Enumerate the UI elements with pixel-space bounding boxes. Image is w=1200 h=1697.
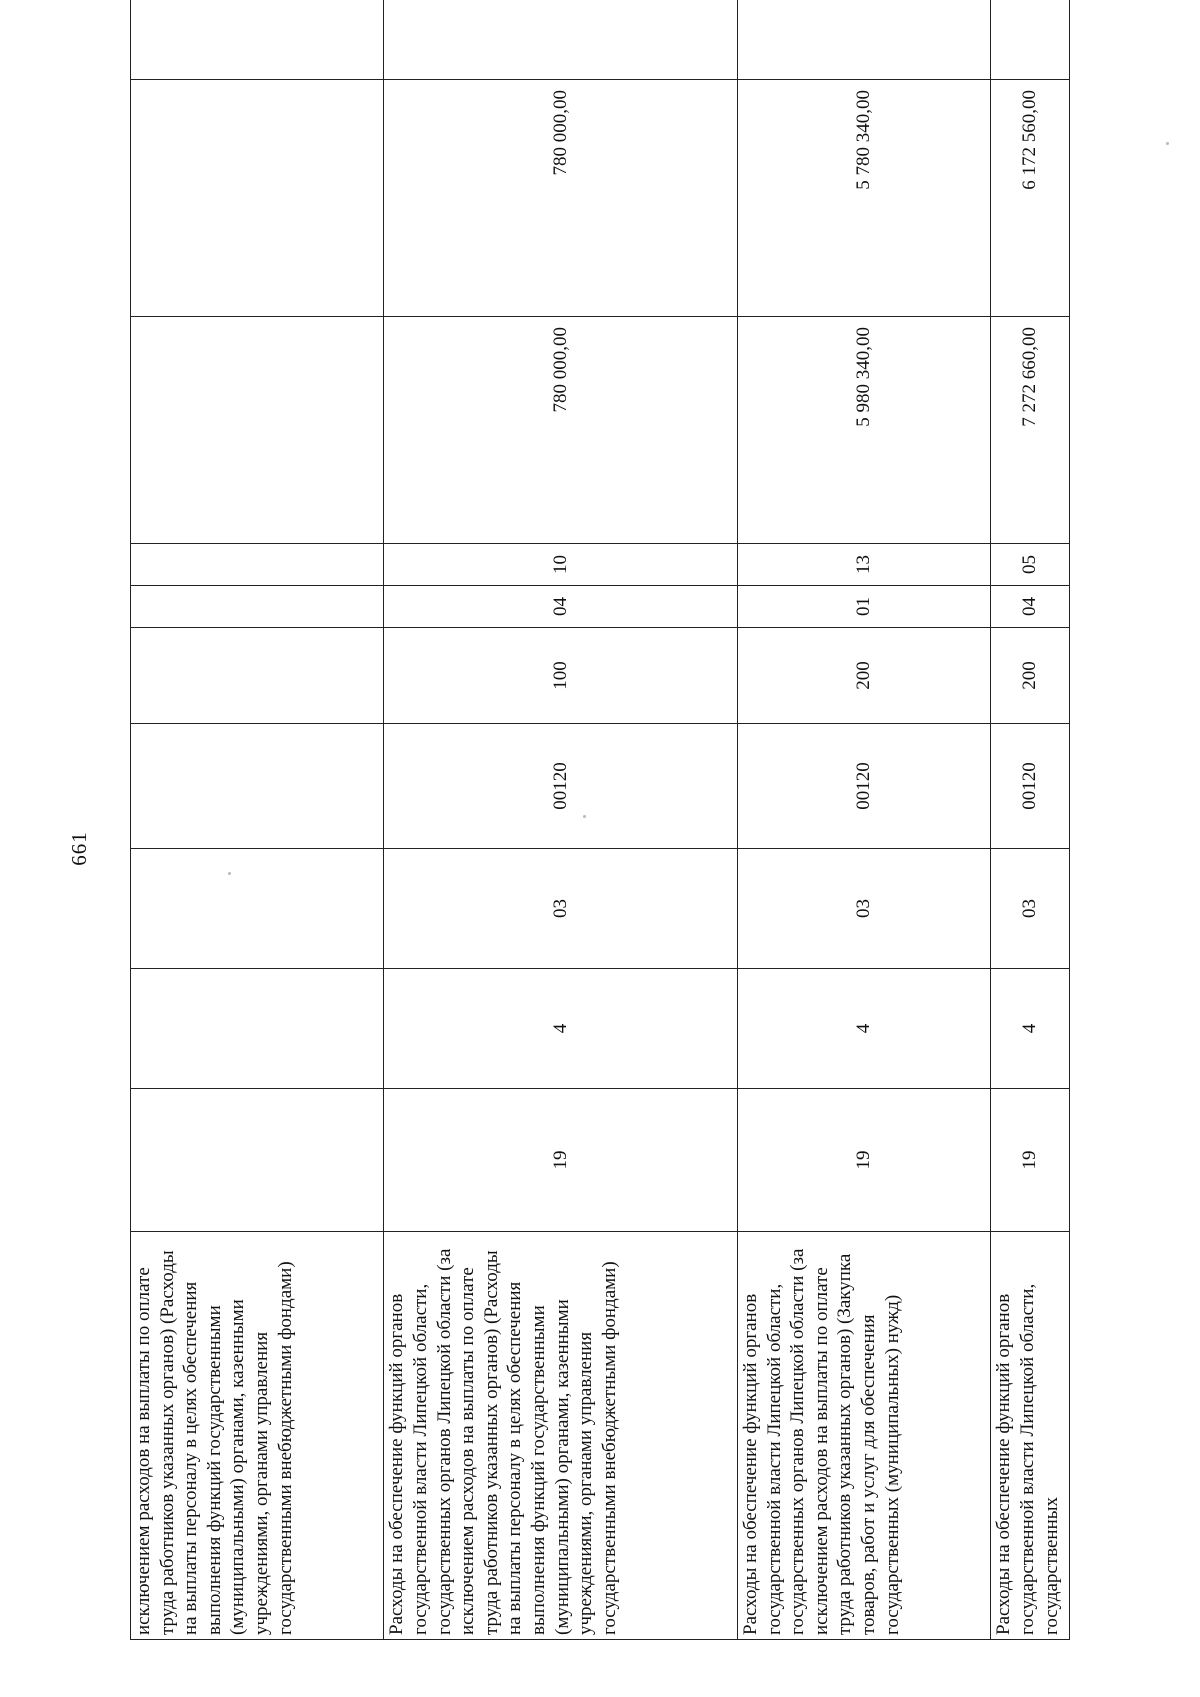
cell-code-5: 100: [384, 628, 738, 724]
cell-code-3: 03: [384, 849, 738, 969]
cell-value-1: 780 000,00: [384, 317, 738, 544]
row-description: Расходы на обеспечение функций органов государственной власти Липецкой области, государственных органов Липецкой области (за исключением расходов на выплаты по оплате труда работников указанных органов) (Закупка товаров, работ и услуг для обеспечения государственных (муниципальных) нужд): [737, 1232, 990, 1640]
table-row: [131, 0, 384, 1640]
cell-code-5: [131, 628, 384, 724]
cell-value-3: [737, 0, 990, 80]
cell-code-1: [131, 1089, 384, 1232]
cell-code-2: 4: [737, 969, 990, 1089]
cell-code-4: 00120: [737, 724, 990, 849]
cell-value-2: 6 172 560,00: [991, 80, 1070, 317]
cell-code-4: [131, 724, 384, 849]
cell-value-1: 7 272 660,00: [991, 317, 1070, 544]
cell-code-7: 13: [737, 544, 990, 586]
rotated-table-wrapper: [130, 70, 1070, 1640]
cell-value-2: 780 000,00: [384, 80, 738, 317]
cell-code-3: 03: [991, 849, 1070, 969]
scan-speck: [583, 815, 586, 818]
cell-code-1: 19: [991, 1089, 1070, 1232]
table-row: [991, 0, 1070, 1640]
scan-speck: [1166, 142, 1169, 145]
cell-code-1: 19: [737, 1089, 990, 1232]
cell-code-3: 03: [737, 849, 990, 969]
cell-code-6: [131, 586, 384, 628]
cell-code-6: 04: [991, 586, 1070, 628]
cell-code-7: 05: [991, 544, 1070, 586]
row-description: Расходы на обеспечение функций органов государственной власти Липецкой области, государственных: [991, 1232, 1070, 1640]
page-number: 661: [66, 831, 91, 866]
cell-value-3: [131, 0, 384, 80]
cell-code-2: [131, 969, 384, 1089]
scan-speck: [228, 872, 231, 875]
cell-value-1: 5 980 340,00: [737, 317, 990, 544]
cell-code-7: 10: [384, 544, 738, 586]
table-row: [737, 0, 990, 1640]
row-description: Расходы на обеспечение функций органов государственной власти Липецкой области, государственных органов Липецкой области (за исключением расходов на выплаты по оплате труда работников указанных органов) (Расходы на выплаты персоналу в целях обеспечения выполнения функций государственными (муниципальными) органами, казенными учреждениями, органами управления государственными внебюджетными фондами): [384, 1232, 738, 1640]
cell-value-3: [991, 0, 1070, 80]
cell-code-6: 01: [737, 586, 990, 628]
cell-value-1: [131, 317, 384, 544]
cell-code-4: 00120: [991, 724, 1070, 849]
cell-code-2: 4: [991, 969, 1070, 1089]
cell-value-2: 5 780 340,00: [737, 80, 990, 317]
budget-table: [130, 0, 1070, 1640]
cell-code-5: 200: [991, 628, 1070, 724]
cell-value-3: [384, 0, 738, 80]
cell-code-7: [131, 544, 384, 586]
cell-code-1: 19: [384, 1089, 738, 1232]
cell-value-2: [131, 80, 384, 317]
cell-code-2: 4: [384, 969, 738, 1089]
cell-code-4: 00120: [384, 724, 738, 849]
cell-code-3: [131, 849, 384, 969]
cell-code-5: 200: [737, 628, 990, 724]
row-description: исключением расходов на выплаты по оплате труда работников указанных органов) (Расходы на выплаты персоналу в целях обеспечения выполнения функций государственными (муниципальными) органами, казенными учреждениями, органами управления государственными внебюджетными фондами): [131, 1232, 384, 1640]
cell-code-6: 04: [384, 586, 738, 628]
table-row: [384, 0, 738, 1640]
